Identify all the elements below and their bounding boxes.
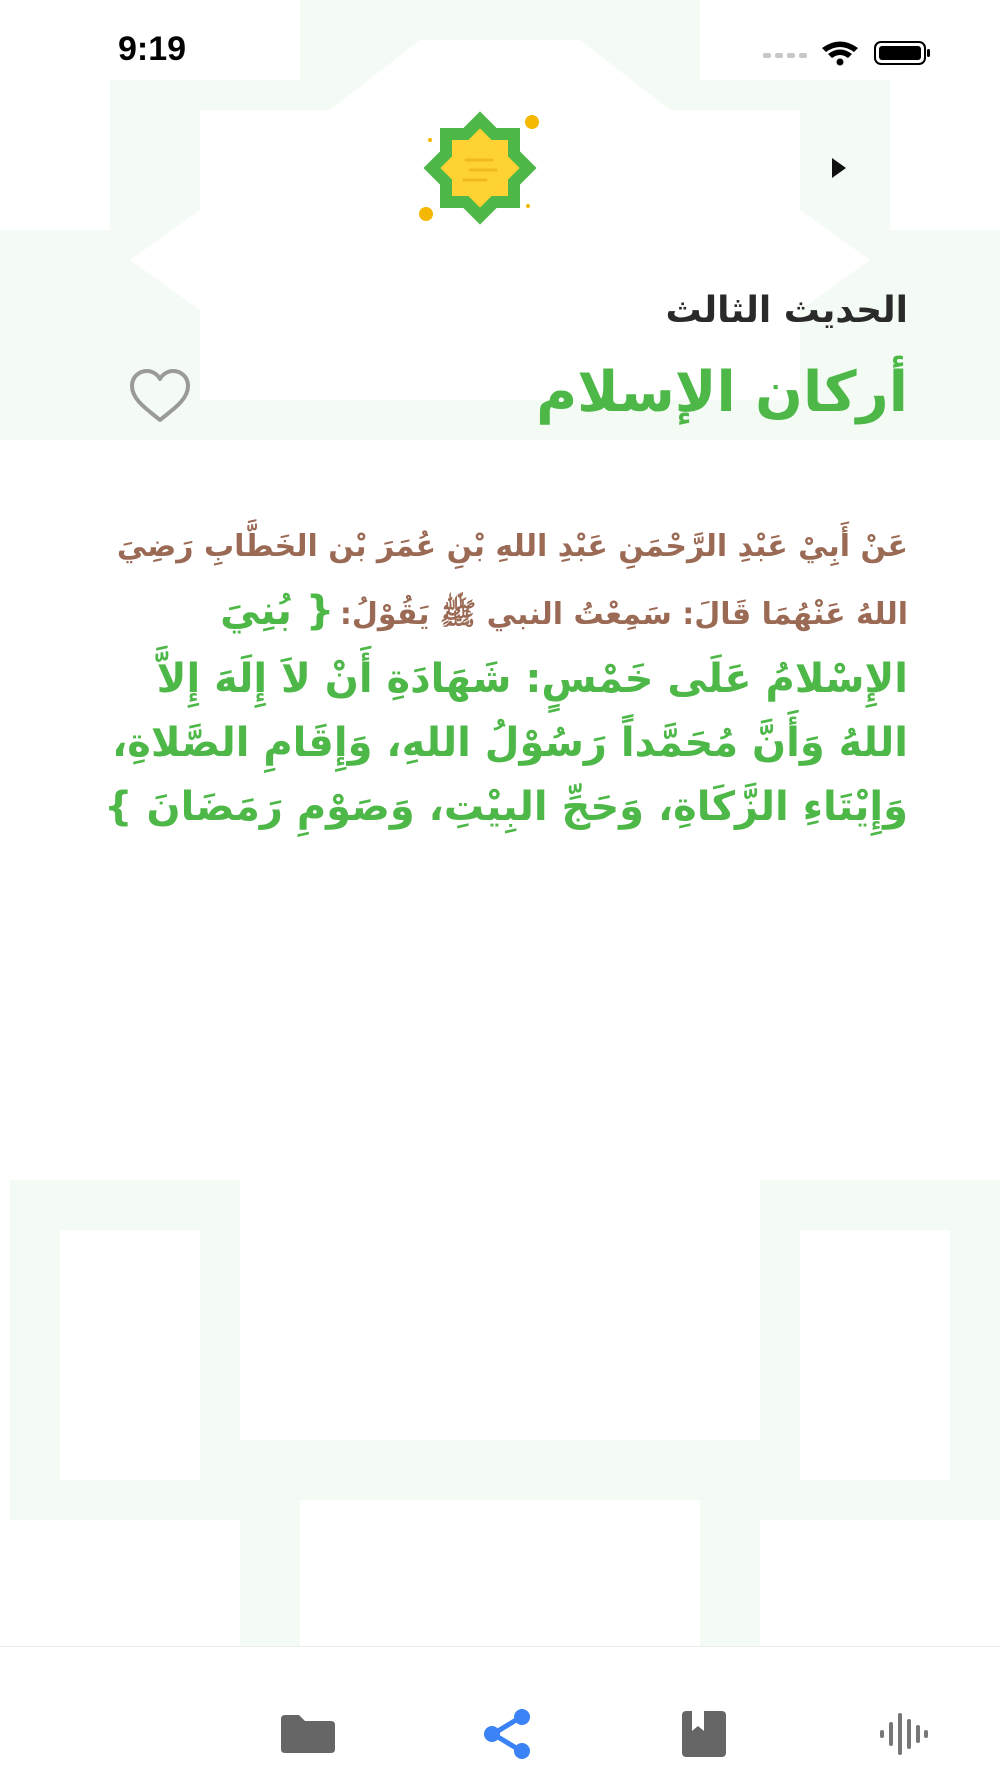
hadith-text: { بُنِيَ الإِسْلامُ عَلَى خَمْسٍ: شَهَادَةِ أَنْ لاَ إِلَهَ إِلاَّ اللهُ وَأَنَّ مُحَمَّداً رَسُوْلُ اللهِ، وَإِقَامِ الصَّلاةِ، وَإِيْتَاءِ الزَّكَاةِ، وَحَجِّ البِيْتِ، وَصَوْمِ رَمَضَانَ } — [104, 588, 908, 830]
tab-share[interactable] — [476, 1707, 540, 1761]
bottom-tab-bar — [0, 1646, 1000, 1779]
hadith-number: الحديث الثالث — [665, 290, 908, 331]
heart-outline-icon[interactable] — [128, 368, 192, 424]
status-icons — [755, 38, 945, 68]
signal-icon — [763, 53, 807, 58]
eight-point-star-logo — [412, 110, 542, 230]
battery-icon — [875, 42, 930, 64]
bookmark-book-icon — [680, 1709, 728, 1759]
share-icon — [481, 1707, 535, 1761]
tab-folder[interactable] — [276, 1707, 340, 1761]
folder-icon — [279, 1713, 337, 1755]
tab-bookmark[interactable] — [672, 1707, 736, 1761]
status-bar — [0, 0, 1000, 100]
play-triangle-icon[interactable] — [830, 156, 850, 180]
hadith-narration: عَنْ أَبِيْ عَبْدِ الرَّحْمَنِ عَبْدِ اللهِ بْنِ عُمَرَ بْن الخَطَّابِ رَضِيَ اللهُ عَنْهُمَا قَالَ: سَمِعْتُ النبي ﷺ يَقُوْلُ: — [116, 529, 908, 632]
audio-wave-icon — [878, 1711, 930, 1757]
hadith-body — [100, 515, 908, 839]
wifi-icon — [822, 42, 858, 66]
status-time: 9:19 — [118, 30, 187, 68]
tab-audio[interactable] — [872, 1707, 936, 1761]
hadith-title: أركان الإسلام — [536, 360, 908, 425]
